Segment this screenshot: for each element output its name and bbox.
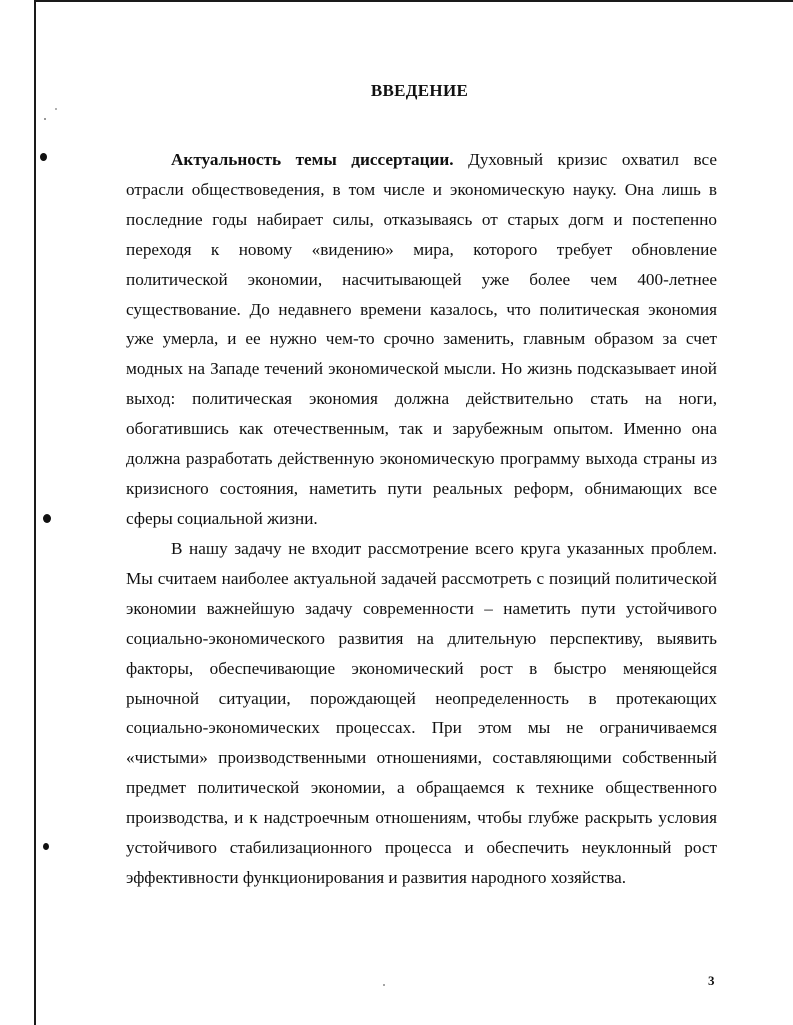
page-title: ВВЕДЕНИЕ [370, 81, 469, 100]
paragraph-body: В нашу задачу не входит рассмотрение всего круга указанных проблем. Мы считаем наиболее актуальной задачей рассмотреть с позиций политической экономии важнейшую задачу современности – наметить пути устойчивого социально-экономического развития на длительную перспективу, выявить факторы, обеспечивающие экономический рост в быстро меняющейся рыночной ситуации, порождающей неопределенность в протекающих социально-экономических процессах. При этом мы не ограничиваемся «чистыми» производственными отношениями, составляющими собственный предмет политической экономии, а обращаемся к технике общественного производства, и к надстроечным отношениям, чтобы глубже раскрыть условия устойчивого стабилизационного процесса и обеспечить неуклонный рост эффективности функционирования и развития народного хозяйства. [126, 539, 717, 887]
paragraph-body: Духовный кризис охватил все отрасли обществоведения, в том числе и экономическую науку. Она лишь в последние годы набирает силы, отказываясь от старых догм и постепенно переходя к новому «видению» мира, которого требует обновление политической экономии, насчитывающей уже более чем 400-летнее существование. До недавнего времени казалось, что политическая экономия уже умерла, и ее нужно чем-то срочно заменить, главным образом за счет модных на Западе течений экономической мысли. Но жизнь подсказывает иной выход: политическая экономия должна действительно стать на ноги, обогатившись как отечественным, так и зарубежным опытом. Именно она должна разработать действенную экономическую программу выхода страны из кризисного состояния, наметить пути реальных реформ, обнимающих все сферы социальной жизни. [126, 150, 717, 528]
binding-hole-mark [43, 843, 49, 850]
binding-hole-mark [40, 153, 47, 161]
paragraph-relevance [126, 145, 717, 534]
paragraph-lead: Актуальность темы диссертации. [171, 150, 454, 169]
scan-speck [55, 108, 57, 110]
scan-speck [383, 984, 385, 986]
scan-speck [44, 118, 46, 120]
binding-hole-mark [43, 514, 51, 523]
paragraph-task [126, 534, 717, 893]
scan-border-top [34, 0, 793, 2]
page-number: 3 [708, 973, 715, 988]
scan-border-left [34, 0, 36, 1025]
